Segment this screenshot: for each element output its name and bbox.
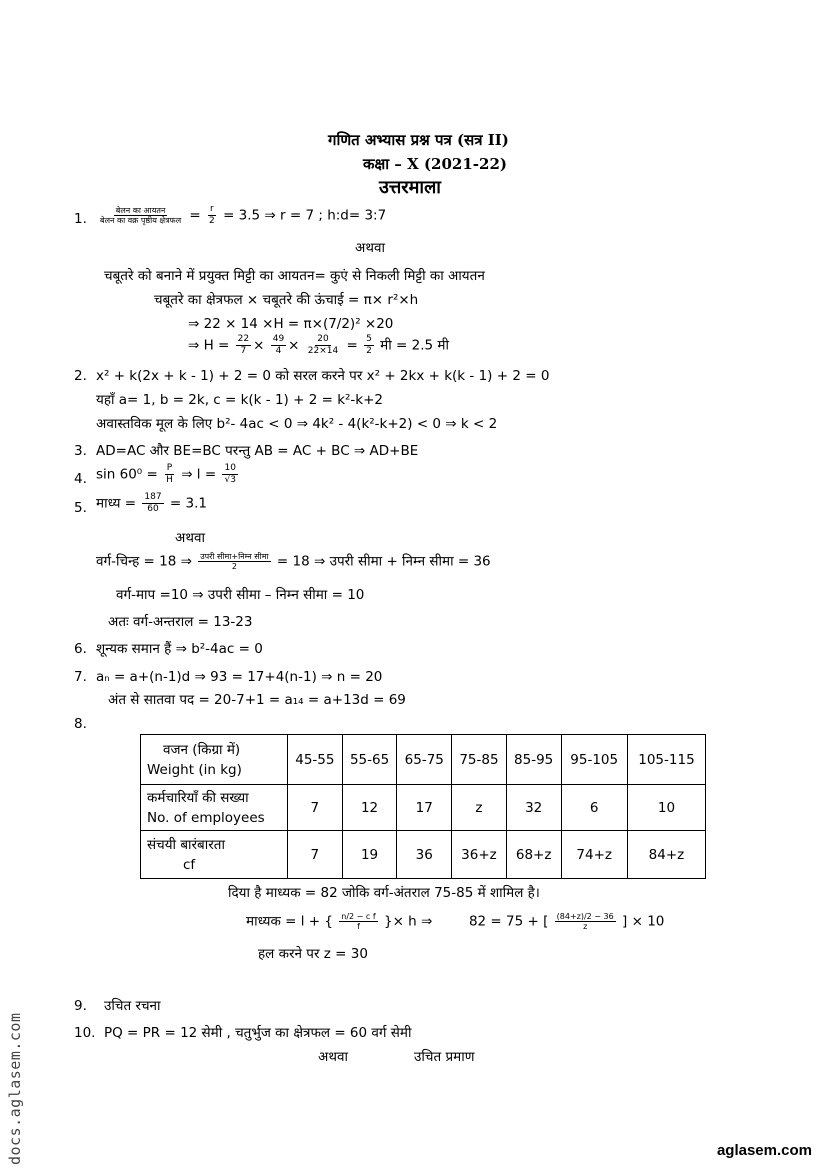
q5-line-3: अतः वर्ग-अन्तराल = 13-23	[108, 614, 253, 630]
q2-line-3: अवास्तविक मूल के लिए b²- 4ac < 0 ⇒ 4k² - 4(k²-k+2) < 0 ⇒ k < 2	[96, 416, 498, 432]
table-row	[141, 735, 706, 785]
question-number: 3.	[74, 443, 87, 459]
q10-alt: उचित प्रमाण	[414, 1049, 475, 1065]
question-number: 4.	[74, 471, 87, 487]
row-header-employees: कर्मचारियाँ की सख्या No. of employees	[141, 785, 288, 831]
q3-line: AD=AC और BE=BC परन्तु AB = AC + BC ⇒ AD+BE	[96, 443, 419, 459]
question-number: 8.	[74, 716, 87, 732]
or-label: अथवा	[175, 530, 205, 546]
q5-line-1: वर्ग-चिन्ह = 18 ⇒ $\frac{\text{उपरी सीमा+निम्न सीमा}}{2}$ = 18 ⇒ उपरी सीमा + निम्न सीमा = 36	[96, 552, 491, 571]
r-half-fraction: $\frac{r}{2}$	[209, 204, 215, 226]
q8-median-formula: माध्यक = l + { $\frac{\text{n/2 − c f}}{f}$ }× h ⇒ 82 = 75 + [ $\frac{(84+z)/2 - 36}{z}$ ] × 10	[246, 912, 665, 931]
table-cell: 12	[342, 785, 397, 831]
q1-alt-line-4: ⇒ H = $\frac{22}{7}$ × $\frac{49}{4}$ × $\frac{20}{22\times 14}$ = $\frac{5}{2}$ मी = 2.5 मी	[188, 334, 449, 356]
question-number: 5.	[74, 500, 87, 516]
question-number: 7.	[74, 669, 87, 685]
q2-line-2: यहाँ a= 1, b = 2k, c = k(k - 1) + 2 = k²-k+2	[96, 392, 384, 408]
q7-line-1: aₙ = a+(n-1)d ⇒ 93 = 17+4(n-1) ⇒ n = 20	[96, 669, 383, 685]
class-line: कक्षा – X (2021-22)	[363, 155, 508, 173]
table-cell: 85-95	[506, 735, 561, 785]
table-cell: 6	[561, 785, 627, 831]
q6-line: शून्यक समान हैं ⇒ b²-4ac = 0	[96, 641, 263, 657]
q9-line: उचित रचना	[104, 998, 161, 1014]
q1-alt-line-1: चबूतरे को बनाने में प्रयुक्त मिट्टी का आयतन= कुएं से निकली मिट्टी का आयतन	[104, 268, 485, 284]
q1-alt-line-2: चबूतरे का क्षेत्रफल × चबूतरे की ऊंचाई = π× r²×h	[154, 292, 419, 308]
table-cell: 74+z	[561, 831, 627, 879]
q2-line-1: x² + k(2x + k - 1) + 2 = 0 को सरल करने पर x² + 2kx + k(k - 1) + 2 = 0	[96, 368, 550, 384]
q8-given: दिया है माध्यक = 82 जोकि वर्ग-अंतराल 75-85 में शामिल है।	[228, 885, 540, 901]
table-cell: 36	[397, 831, 452, 879]
question-number: 6.	[74, 641, 87, 657]
table-cell: 36+z	[452, 831, 507, 879]
q1-fraction: $\frac{\text{बेलन का आयतन}}{\text{बेलन का वक्र पृष्ठीय क्षेत्रफल}}$	[100, 206, 182, 225]
q5-line-2: वर्ग-माप =10 ⇒ उपरी सीमा – निम्न सीमा = 10	[116, 587, 365, 603]
table-cell: 17	[397, 785, 452, 831]
table-cell: 68+z	[506, 831, 561, 879]
weight-table	[140, 734, 706, 879]
table-cell: 84+z	[627, 831, 705, 879]
q1-ratio-line: $\frac{\text{बेलन का आयतन}}{\text{बेलन का वक्र पृष्ठीय क्षेत्रफल}}$ = $\frac{r}{2}$ = 3.5 ⇒ r = 7 ; h:d= 3:7	[100, 204, 387, 226]
row-header-cf: संचयी बारंबारता cf	[141, 831, 288, 879]
paper-title: गणित अभ्यास प्रश्न पत्र (सत्र II)	[328, 131, 509, 149]
or-label: अथवा	[355, 240, 385, 256]
table-cell: 65-75	[397, 735, 452, 785]
question-number: 1.	[74, 211, 87, 227]
brand-logo-text: aglasem.com	[716, 1142, 812, 1159]
q8-solution: हल करने पर z = 30	[258, 946, 368, 962]
q7-line-2: अंत से सातवा पद = 20-7+1 = a₁₄ = a+13d = 69	[108, 692, 406, 708]
q10-line: PQ = PR = 12 सेमी , चतुर्भुज का क्षेत्रफल = 60 वर्ग सेमी	[104, 1025, 412, 1041]
question-number: 9.	[74, 998, 87, 1014]
table-cell: 105-115	[627, 735, 705, 785]
table-row	[141, 785, 706, 831]
table-cell: 95-105	[561, 735, 627, 785]
table-cell: 45-55	[288, 735, 343, 785]
table-cell: 55-65	[342, 735, 397, 785]
answer-key-heading: उत्तरमाला	[379, 177, 441, 198]
q1-alt-line-3: ⇒ 22 × 14 ×H = π×(7/2)² ×20	[188, 316, 394, 332]
q4-line: sin 60⁰ = $\frac{P}{H}$ ⇒ l = $\frac{10}{√3}$	[96, 463, 236, 485]
table-cell: 19	[342, 831, 397, 879]
table-cell: 7	[288, 785, 343, 831]
question-number: 10.	[74, 1025, 96, 1041]
table-row	[141, 831, 706, 879]
side-watermark: docs.aglasem.com	[6, 1012, 24, 1165]
q5-mean-line: माध्य = $\frac{187}{60}$ = 3.1	[96, 492, 207, 514]
table-cell: 75-85	[452, 735, 507, 785]
table-cell: 7	[288, 831, 343, 879]
row-header-weight: वजन (किग्रा में) Weight (in kg)	[141, 735, 288, 785]
table-cell: 32	[506, 785, 561, 831]
table-cell: 10	[627, 785, 705, 831]
question-number: 2.	[74, 368, 87, 384]
table-cell: z	[452, 785, 507, 831]
or-label: अथवा	[318, 1049, 348, 1065]
